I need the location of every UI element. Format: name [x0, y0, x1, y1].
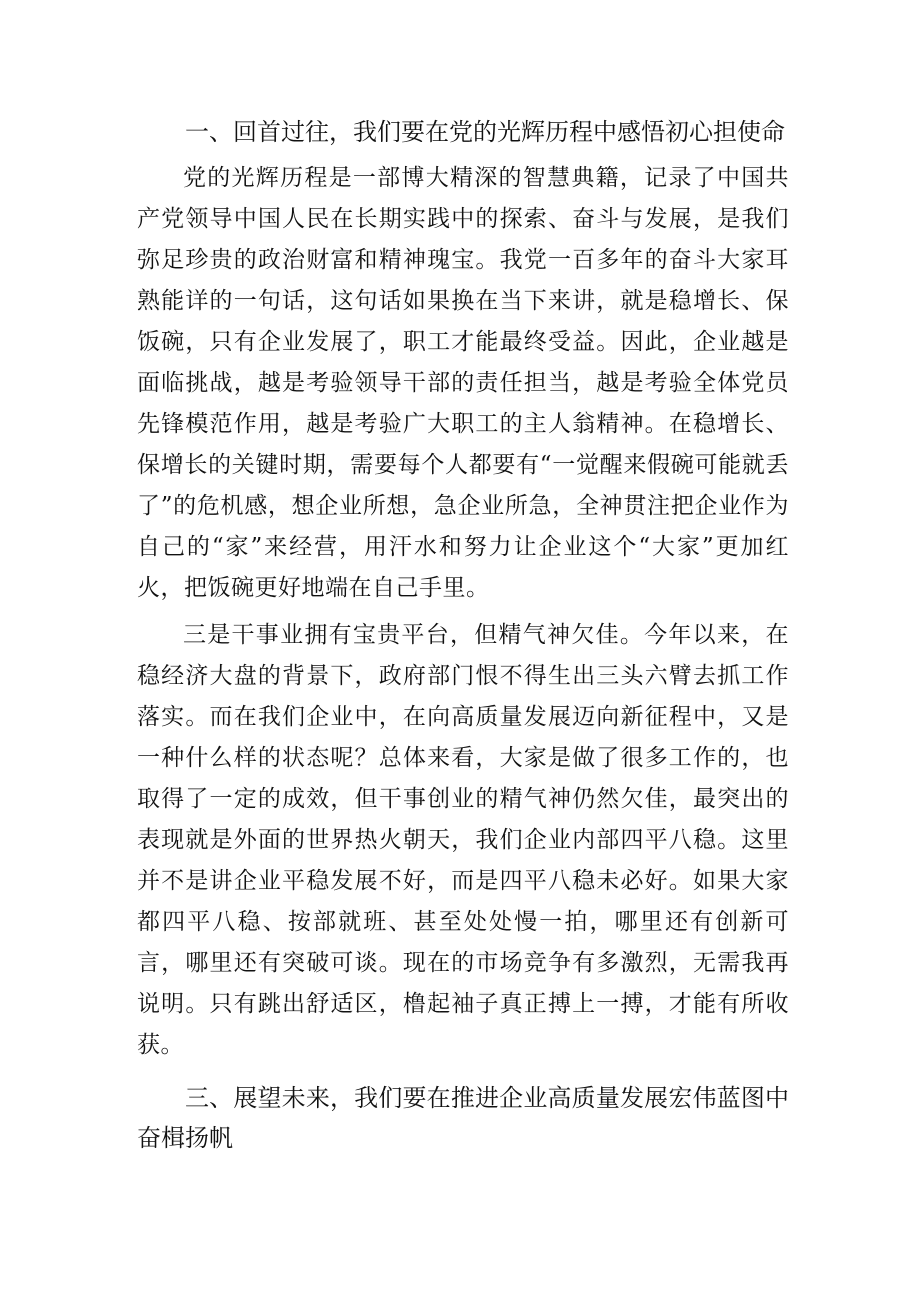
paragraph-2: 三是干事业拥有宝贵平台，但精气神欠佳。今年以来，在稳经济大盘的背景下，政府部门恨不得生出三头六臂去抓工作落实。而在我们企业中，在向高质量发展迈向新征程中，又是一种什么样的状态呢？总体来看，大家是做了很多工作的，也取得了一定的成效，但干事创业的精气神仍然欠佳，最突出的表现就是外面的世界热火朝天，我们企业内部四平八稳。这里并不是讲企业平稳发展不好，而是四平八稳未必好。如果大家都四平八稳、按部就班、甚至处处慢一拍，哪里还有创新可言，哪里还有突破可谈。现在的市场竞争有多激烈，无需我再说明。只有跳出舒适区，橹起袖子真正搏上一搏，才能有所收获。: [137, 622, 789, 1058]
paragraph-1: 党的光辉历程是一部博大精深的智慧典籍，记录了中国共产党领导中国人民在长期实践中的探索、奋斗与发展，是我们弥足珍贵的政治财富和精神瑰宝。我党一百多年的奋斗大家耳熟能详的一句话，这句话如果换在当下来讲，就是稳增长、保饭碗，只有企业发展了，职工才能最终受益。因此，企业越是面临挑战，越是考验领导干部的责任担当，越是考验全体党员先锋模范作用，越是考验广大职工的主人翁精神。在稳增长、保增长的关键时期，需要每个人都要有“一觉醒来假碗可能就丢了”的危机感，想企业所想，急企业所急，全神贯注把企业作为自己的“家”来经营，用汗水和努力让企业这个“大家”更加红火，把饭碗更好地端在自己手里。: [137, 165, 789, 601]
section-heading-3: 三、展望未来，我们要在推进企业高质量发展宏伟蓝图中奋楫扬帆: [137, 1084, 789, 1152]
document-body: [137, 112, 789, 1164]
section-heading-1: 一、回首过往，我们要在党的光辉历程中感悟初心担使命: [185, 118, 785, 146]
